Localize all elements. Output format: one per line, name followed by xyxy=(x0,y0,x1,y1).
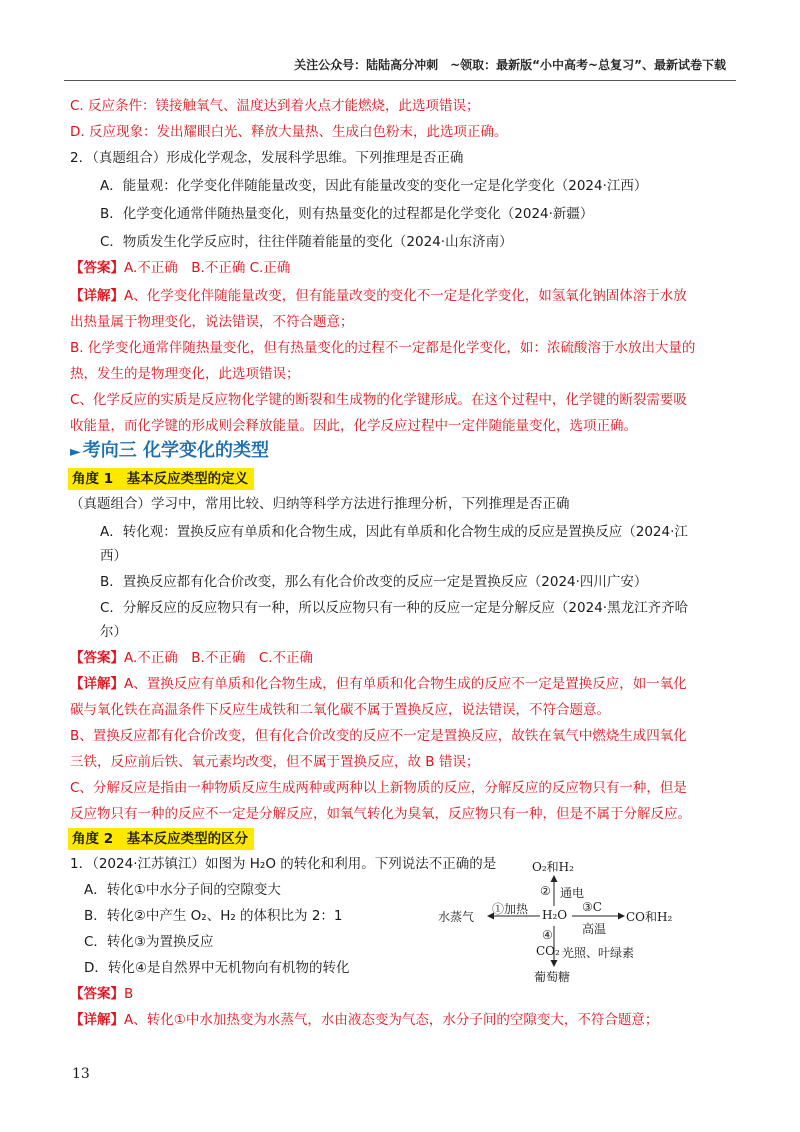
page-header: 关注公众号：陆陆高分冲刺 ~领取：最新版“小中高考~总复习”、最新试卷下载 xyxy=(294,58,726,72)
detail-line: 热，发生的是物理变化，此选项错误； xyxy=(70,366,300,382)
angle-heading-1: 角度 1 基本反应类型的定义 xyxy=(68,468,254,490)
detail-line: 三铁，反应前后铁、氧元素均改变，但不属于置换反应，故 B 错误； xyxy=(70,754,480,770)
page-number: 13 xyxy=(72,1066,90,1082)
option-b: B．转化②中产生 O₂、H₂ 的体积比为 2：1 xyxy=(84,908,343,924)
option-c-cont: 尔） xyxy=(100,624,127,640)
option-c: C．分解反应的反应物只有一种，所以反应物只有一种的反应一定是分解反应（2024·黑龙江齐齐哈 xyxy=(100,600,689,616)
detail-line: 反应物只有一种的反应不一定是分解反应，如氧气转化为臭氧，反应物只有一种，但是不属于分解反应。 xyxy=(70,806,691,822)
detail-line: C、化学反应的实质是反应物化学键的断裂和生成物的化学键形成。在这个过程中，化学键的断裂需要吸 xyxy=(70,392,687,408)
option-a: A．转化①中水分子间的空隙变大 xyxy=(84,882,281,898)
detail-line: 碳与氧化铁在高温条件下反应生成铁和二氧化碳不属于置换反应，说法错误，不符合题意。 xyxy=(70,702,610,718)
diagram-co2: CO₂ xyxy=(536,944,560,958)
diagram-label-2: ② xyxy=(540,884,551,898)
detail-text: A、化学变化伴随能量改变，但有能量改变的变化不一定是化学变化，如氢氧化钠固体溶于水放 xyxy=(124,288,687,304)
option-d: D．转化④是自然界中无机物向有机物的转化 xyxy=(84,960,350,976)
answer-tag: 【答案】 xyxy=(70,986,124,1002)
diagram-right-product: CO和H₂ xyxy=(626,910,673,924)
option-b: B．化学变化通常伴随热量变化，则有热量变化的过程都是化学变化（2024·新疆） xyxy=(100,206,594,222)
detail-line: B、置换反应都有化合价改变，但有化合价改变的反应不一定是置换反应，故铁在氧气中燃烧生成四氧化 xyxy=(70,728,687,744)
text-line: C. 反应条件：镁接触氧气、温度达到着火点才能燃烧，此选项错误； xyxy=(70,98,480,114)
option-c: C．转化③为置换反应 xyxy=(84,934,214,950)
diagram-bottom-product: 葡萄糖 xyxy=(534,970,571,984)
option-a: A．转化观：置换反应有单质和化合物生成，因此有单质和化合物生成的反应是置换反应（2024·江 xyxy=(100,524,688,540)
detail-line xyxy=(70,1010,658,1030)
angle-heading-2: 角度 2 基本反应类型的区分 xyxy=(68,828,254,850)
detail-line: C、分解反应是指由一种物质反应生成两种或两种以上新物质的反应，分解反应的反应物只有一种，但是 xyxy=(70,780,687,796)
question-text: 1．（2024·江苏镇江）如图为 H₂O 的转化和利用。下列说法不正确的是 xyxy=(70,856,497,872)
detail-tag: 【详解】 xyxy=(70,676,124,692)
answer-tag: 【答案】 xyxy=(70,260,124,276)
diagram-label-4: ④ xyxy=(542,928,553,942)
diagram-condition-3: 高温 xyxy=(582,922,607,936)
diagram-left-product: 水蒸气 xyxy=(438,910,475,924)
option-a: A．能量观：化学变化伴随能量改变，因此有能量改变的变化一定是化学变化（2024·江西） xyxy=(100,178,648,194)
detail-line xyxy=(70,674,687,694)
section-title xyxy=(70,436,269,462)
option-b: B．置换反应都有化合价改变，那么有化合价改变的反应一定是置换反应（2024·四川广安） xyxy=(100,574,648,590)
detail-line xyxy=(70,286,687,306)
header-divider xyxy=(64,80,736,81)
option-c: C．物质发生化学反应时，往往伴随着能量的变化（2024·山东济南） xyxy=(100,234,513,250)
detail-tag: 【详解】 xyxy=(70,288,124,304)
section-title-text: 考向三 化学变化的类型 xyxy=(82,440,270,461)
diagram-label-1: ①加热 xyxy=(492,902,529,916)
question-text: （真题组合）学习中，常用比较、归纳等科学方法进行推理分析，下列推理是否正确 xyxy=(70,496,570,512)
option-a-cont: 西） xyxy=(100,548,127,564)
diagram-center: H₂O xyxy=(542,908,568,922)
diagram-top-product: O₂和H₂ xyxy=(532,860,574,874)
answer-text: B xyxy=(124,986,134,1002)
detail-line: 出热量属于物理变化，说法错误，不符合题意； xyxy=(70,314,354,330)
detail-line: 收能量，而化学键的形成则会释放能量。因此，化学反应过程中一定伴随能量变化，选项正确。 xyxy=(70,418,637,434)
diagram-condition-2: 通电 xyxy=(560,886,585,900)
question-2: 2．（真题组合）形成化学观念，发展科学思维。下列推理是否正确 xyxy=(70,150,464,166)
detail-text: A、转化①中水加热变为水蒸气，水由液态变为气态，水分子间的空隙变大，不符合题意； xyxy=(124,1012,659,1028)
answer-tag: 【答案】 xyxy=(70,650,124,666)
triangle-icon: ► xyxy=(70,444,81,460)
answer-line xyxy=(70,258,290,278)
diagram-label-3: ③C xyxy=(582,900,602,914)
text-line: D. 反应现象：发出耀眼白光、释放大量热、生成白色粉末，此选项正确。 xyxy=(70,124,508,140)
answer-line xyxy=(70,984,133,1004)
answer-line xyxy=(70,648,313,668)
answer-text: A.不正确 B.不正确 C.正确 xyxy=(124,260,291,276)
answer-text: A.不正确 B.不正确 C.不正确 xyxy=(124,650,314,666)
detail-tag: 【详解】 xyxy=(70,1012,124,1028)
detail-text: A、置换反应有单质和化合物生成，但有单质和化合物生成的反应不一定是置换反应，如一氧化 xyxy=(124,676,687,692)
detail-line: B. 化学变化通常伴随热量变化，但有热量变化的过程不一定都是化学变化，如：浓硫酸溶于水放出大量的 xyxy=(70,340,696,356)
water-conversion-diagram xyxy=(430,854,680,984)
diagram-condition-4: 光照、叶绿素 xyxy=(562,946,635,960)
